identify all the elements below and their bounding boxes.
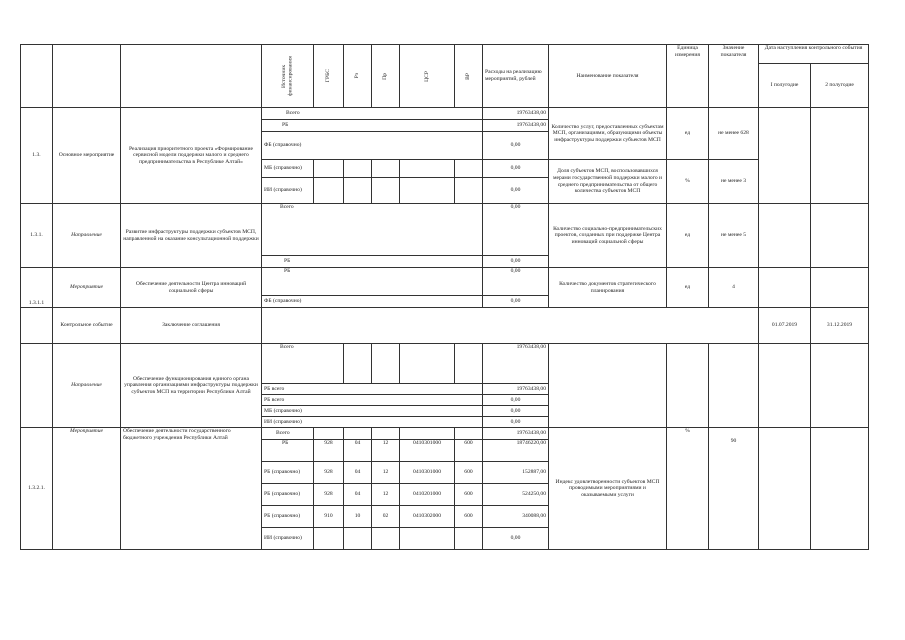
sum-cell: 0,00 — [483, 528, 549, 550]
sum-cell: 0,00 — [483, 395, 549, 406]
sum-cell: 0,00 — [483, 178, 549, 204]
row-type: Контрольное событие — [53, 308, 121, 344]
source-cell: РБ — [262, 268, 483, 296]
header-half1: I полугодие — [759, 64, 811, 108]
source-cell: РБ — [262, 256, 483, 268]
control-date-2: 31.12.2019 — [811, 308, 869, 344]
row-name: Заключение соглашения — [121, 308, 262, 344]
row-name: Реализация приоритетного проекта «Формирование сервисной модели поддержки малого и среднего предпринимательства в Республике Алтай» — [121, 108, 262, 204]
source-cell: РБ — [262, 440, 314, 462]
csr-cell: 0410302000 — [400, 506, 455, 528]
row-type: Основное мероприятие — [53, 108, 121, 204]
sum-cell: 0,00 — [483, 160, 549, 178]
indicator-name: Количество документов стратегического планирования — [549, 268, 667, 308]
row-number: 1.3.1.1 — [21, 268, 53, 308]
table-row — [21, 204, 869, 256]
source-cell: РБ (справочно) — [262, 462, 314, 484]
row-name: Обеспечение деятельности Центра инноваций социальной сферы — [121, 268, 262, 308]
rz-cell: 04 — [344, 462, 372, 484]
sum-cell: 340088,00 — [483, 506, 549, 528]
source-cell: РБ всего — [262, 384, 483, 395]
grbs-cell: 928 — [314, 484, 344, 506]
header-blank-3 — [121, 45, 262, 108]
sum-cell: 19763438,00 — [483, 384, 549, 395]
source-cell: МБ (справочно) — [262, 160, 314, 178]
source-cell: РБ всего — [262, 395, 483, 406]
rz-cell: 04 — [344, 440, 372, 462]
source-cell: РБ — [262, 120, 483, 132]
pr-cell: 12 — [372, 462, 400, 484]
header-rz: Рз — [344, 45, 372, 108]
indicator-unit: % — [667, 160, 709, 204]
table-row — [21, 344, 869, 384]
indicator-name: Индекс удовлетворенности субъектов МСП проводимыми мероприятиями и оказываемыми услуги — [549, 428, 667, 550]
source-cell: МБ (справочно) — [262, 406, 483, 417]
pr-cell: 12 — [372, 440, 400, 462]
row-type: Направление — [53, 344, 121, 428]
date-cell — [759, 108, 811, 204]
control-date-1: 01.07.2019 — [759, 308, 811, 344]
table-row — [21, 428, 869, 440]
row-number: 1.3.2.1. — [21, 428, 53, 550]
header-half2: 2 полугодие — [811, 64, 869, 108]
indicator-unit: ед — [667, 268, 709, 308]
source-cell: ИИ (справочно) — [262, 528, 314, 550]
header-value: Значение показателя — [709, 45, 759, 108]
source-cell: Всего — [262, 204, 483, 256]
indicator-value: не менее 3 — [709, 160, 759, 204]
vr-cell: 600 — [455, 506, 483, 528]
source-cell: ИИ (справочно) — [262, 178, 314, 204]
header-indicator: Наименование показателя — [549, 45, 667, 108]
header-unit: Единица измерения — [667, 45, 709, 108]
sum-cell: 19763438,00 — [483, 344, 549, 384]
header-vr: ВР — [455, 45, 483, 108]
table-row — [21, 308, 869, 344]
indicator-unit: ед — [667, 108, 709, 160]
header-expenses: Расходы на реализацию мероприятий, рублей — [483, 45, 549, 108]
header-grbs: ГРБС — [314, 45, 344, 108]
indicator-unit: % — [667, 428, 709, 550]
source-cell: Всего — [262, 428, 314, 440]
indicator-value: не менее 628 — [709, 108, 759, 160]
source-cell: ФБ (справочно) — [262, 132, 483, 160]
row-name: Обеспечение функционирования единого органа управления организациями инфраструктуры поддержки субъектов МСП на территории Республики Алтай — [121, 344, 262, 428]
indicator-value: 90 — [709, 428, 759, 550]
grbs-cell: 928 — [314, 440, 344, 462]
sum-cell: 19763438,00 — [483, 108, 549, 120]
sum-cell: 19763438,00 — [483, 120, 549, 132]
table-row — [21, 108, 869, 120]
sum-cell: 0,00 — [483, 204, 549, 256]
grbs-cell: 928 — [314, 462, 344, 484]
row-type: Мероприятие — [53, 268, 121, 308]
vr-cell: 600 — [455, 484, 483, 506]
date-cell — [811, 108, 869, 204]
indicator-unit: ед — [667, 204, 709, 268]
indicator-name: Количество услуг, предоставленных субъектам МСП, организациями, образующими объекты инфраструктуры поддержки субъектов МСП — [549, 108, 667, 160]
sum-cell: 0,00 — [483, 268, 549, 296]
grbs-cell: 910 — [314, 506, 344, 528]
indicator-name: Количество социально-предпринимательских проектов, созданных при поддержке Центра инноваций социальной сферы — [549, 204, 667, 268]
header-blank-1 — [21, 45, 53, 108]
pr-cell: 02 — [372, 506, 400, 528]
csr-cell: 0410301000 — [400, 462, 455, 484]
source-cell: ФБ (справочно) — [262, 296, 483, 308]
pr-cell: 12 — [372, 484, 400, 506]
vr-cell: 600 — [455, 462, 483, 484]
header-blank-2 — [53, 45, 121, 108]
indicator-value: не менее 5 — [709, 204, 759, 268]
rz-cell: 10 — [344, 506, 372, 528]
sum-cell: 152887,00 — [483, 462, 549, 484]
source-cell: Всего — [262, 344, 344, 384]
rz-cell: 04 — [344, 484, 372, 506]
indicator-name: Доля субъектов МСП, воспользовавшихся мерами государственной поддержки малого и среднего предпринимательства от общего количества субъектов МСП — [549, 160, 667, 204]
row-name: Развитие инфраструктуры поддержки субъектов МСП, направленной на оказание консультационной поддержки — [121, 204, 262, 268]
sum-cell: 0,00 — [483, 406, 549, 417]
vr-cell: 600 — [455, 440, 483, 462]
row-name: Обеспечение деятельности государственного бюджетного учреждения Республики Алтай — [121, 428, 262, 550]
row-number: 1.3. — [21, 108, 53, 204]
sum-cell: 0,00 — [483, 296, 549, 308]
source-cell: Всего — [262, 108, 483, 120]
header-control-date: Дата наступления контрольного события — [759, 45, 869, 64]
sum-cell: 0,00 — [483, 132, 549, 160]
sum-cell: 0,00 — [483, 417, 549, 428]
header-pr: Пр — [372, 45, 400, 108]
csr-cell: 0410301000 — [400, 440, 455, 462]
sum-cell: 0,00 — [483, 256, 549, 268]
sum-cell: 18746220,00 — [483, 440, 549, 462]
row-type: Мероприятие — [53, 428, 121, 550]
header-csr: ЦСР — [400, 45, 455, 108]
table-header-row — [21, 45, 869, 64]
table-row — [21, 268, 869, 296]
row-type: Направление — [53, 204, 121, 268]
row-number: 1.3.1. — [21, 204, 53, 268]
sum-cell: 524250,00 — [483, 484, 549, 506]
indicator-value: 4 — [709, 268, 759, 308]
source-cell: РБ (справочно) — [262, 484, 314, 506]
sum-cell: 19763438,00 — [483, 428, 549, 440]
source-cell: РБ (справочно) — [262, 506, 314, 528]
program-table — [20, 44, 869, 550]
header-source: Источник финансирования — [262, 45, 314, 108]
csr-cell: 0410201000 — [400, 484, 455, 506]
source-cell: ИИ (справочно) — [262, 417, 483, 428]
